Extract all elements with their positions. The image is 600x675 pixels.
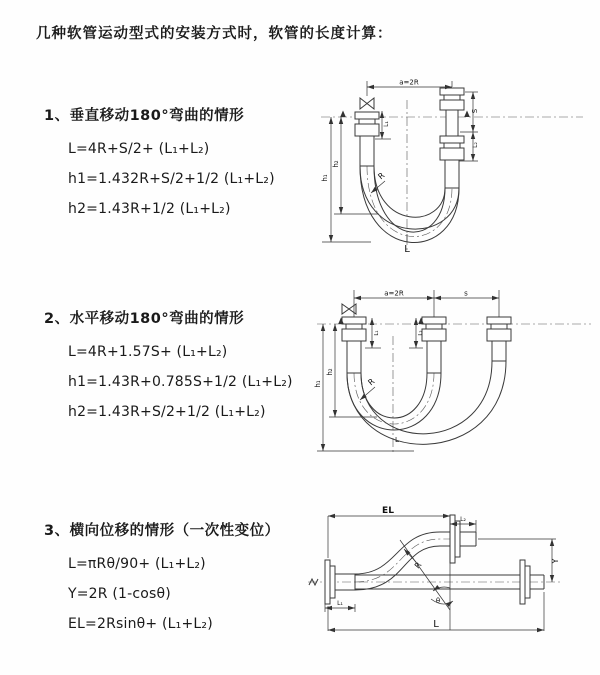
formula-h1: h1=1.43R+0.785S+1/2 (L₁+L₂)	[68, 374, 293, 390]
dim-label-s: S	[471, 108, 479, 114]
section-horizontal-movement	[44, 307, 314, 427]
flanges	[325, 515, 544, 604]
dim-label-l: L	[395, 436, 399, 444]
formula-h1: h1=1.432R+S/2+1/2 (L₁+L₂)	[68, 171, 275, 187]
pipe-end-fittings	[355, 88, 464, 188]
dim-label-a2r: a=2R	[384, 289, 404, 298]
dim-label-y: Y	[551, 558, 560, 564]
formula-length: L=πRθ/90+ (L₁+L₂)	[68, 556, 206, 572]
dim-label-l2: L₂	[460, 516, 466, 523]
dim-label-r: R	[366, 376, 377, 388]
diagram-horizontal-180-bend	[309, 284, 599, 459]
formula-length: L=4R+S/2+ (L₁+L₂)	[68, 141, 210, 157]
dim-label-l1: L₁	[337, 600, 343, 607]
formula-h2: h2=1.43R+1/2 (L₁+L₂)	[68, 201, 231, 217]
dim-label-r: R	[412, 560, 424, 571]
dim-label-l1: L₁	[374, 330, 380, 336]
section-vertical-movement	[44, 104, 314, 224]
section-1-heading: 1、垂直移动180°弯曲的情形	[44, 108, 245, 124]
pipe-break-mark	[309, 579, 318, 585]
diagram-vertical-180-bend	[309, 74, 599, 254]
section-3-heading: 3、横向位移的情形（一次性变位）	[44, 523, 280, 539]
dim-label-h2: h₂	[332, 160, 340, 168]
dim-label-l2: L₂	[472, 142, 479, 148]
dim-label-l2: L₂	[418, 330, 424, 336]
formula-length: L=4R+1.57S+ (L₁+L₂)	[68, 344, 228, 360]
pipe-end-fittings	[342, 304, 511, 373]
dim-label-el: EL	[382, 506, 394, 516]
dim-label-h1: h₁	[321, 174, 329, 182]
dim-label-h1: h₁	[314, 380, 322, 388]
dim-label-h2: h₂	[326, 368, 334, 376]
formula-h2: h2=1.43R+S/2+1/2 (L₁+L₂)	[68, 404, 266, 420]
valve-icon	[360, 98, 374, 109]
dim-label-l1: L₁	[383, 121, 390, 127]
page-title: 几种软管运动型式的安装方式时，软管的长度计算：	[36, 26, 393, 42]
dim-label-s: s	[464, 289, 468, 298]
section-2-heading: 2、水平移动180°弯曲的情形	[44, 311, 245, 327]
diagram-lateral-displacement	[300, 500, 600, 645]
dim-label-l: L	[433, 619, 439, 630]
dim-label-theta: θ	[435, 597, 441, 605]
hose-s-curve	[355, 532, 450, 590]
dim-label-r: R	[376, 170, 387, 182]
formula-el: EL=2Rsinθ+ (L₁+L₂)	[68, 616, 213, 632]
formula-y: Y=2R (1-cosθ)	[68, 586, 171, 602]
hose-curves	[360, 166, 459, 243]
section-lateral-displacement	[44, 519, 314, 639]
dim-label-l: L	[404, 244, 410, 254]
dim-label-a2r: a=2R	[399, 78, 419, 87]
